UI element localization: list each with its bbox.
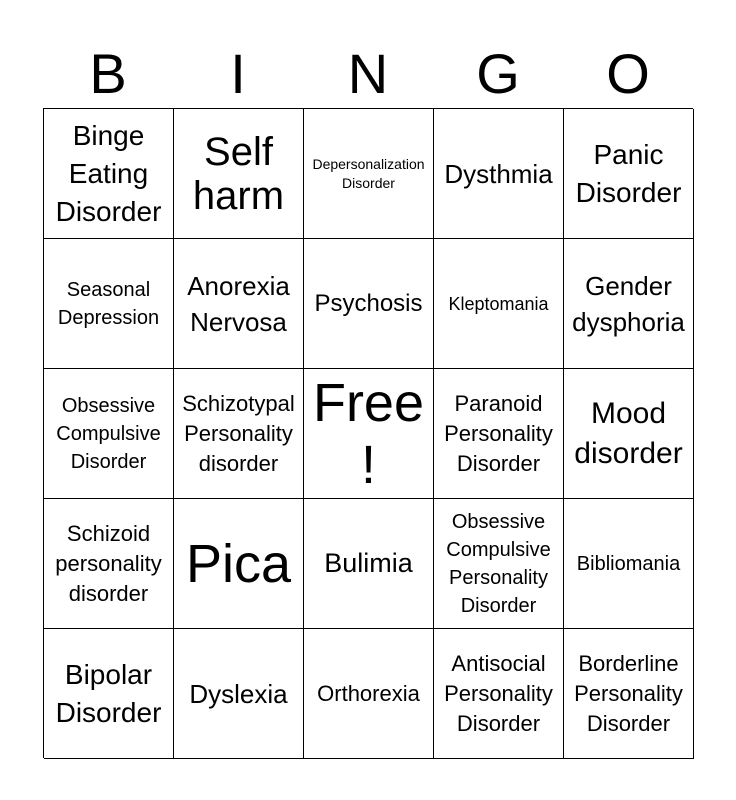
free-space-cell[interactable]: [304, 369, 434, 499]
cell-label: Psychosis: [314, 289, 423, 317]
bingo-grid: [43, 108, 693, 758]
cell-label: Schizoid personality disorder: [55, 520, 162, 606]
bingo-cell[interactable]: [174, 629, 304, 759]
bingo-cell[interactable]: [44, 629, 174, 759]
bingo-cell[interactable]: [44, 499, 174, 629]
bingo-cell[interactable]: [44, 109, 174, 239]
cell-label: Dysthmia: [444, 158, 553, 189]
cell-label: Mood disorder: [574, 396, 683, 470]
bingo-cell[interactable]: [174, 499, 304, 629]
header-letter-g: G: [476, 42, 520, 105]
cell-label: Gender dysphoria: [572, 270, 685, 337]
cell-label: Bibliomania: [576, 552, 681, 575]
cell-label: Panic Disorder: [575, 138, 682, 208]
cell-label: Pica: [185, 533, 292, 594]
header-letter-n: N: [347, 42, 389, 105]
cell-label: Obsessive Compulsive Disorder: [56, 394, 161, 473]
bingo-cell[interactable]: [44, 239, 174, 369]
bingo-cell[interactable]: [304, 629, 434, 759]
cell-label: Obsessive Compulsive Personality Disorder: [446, 510, 551, 617]
cell-label: Bulimia: [324, 548, 413, 578]
bingo-cell[interactable]: [564, 369, 694, 499]
cell-label: Anorexia Nervosa: [187, 270, 290, 337]
cell-label: Dyslexia: [189, 678, 288, 709]
bingo-cell[interactable]: [564, 239, 694, 369]
bingo-cell[interactable]: [44, 369, 174, 499]
bingo-cell[interactable]: [174, 369, 304, 499]
bingo-cell[interactable]: [304, 239, 434, 369]
cell-label: Kleptomania: [448, 293, 549, 314]
bingo-cell[interactable]: [434, 109, 564, 239]
cell-label: Orthorexia: [317, 680, 420, 706]
bingo-cell[interactable]: [174, 239, 304, 369]
bingo-cell[interactable]: [434, 369, 564, 499]
cell-label: Seasonal Depression: [57, 278, 160, 329]
bingo-cell[interactable]: [564, 109, 694, 239]
bingo-cell[interactable]: [564, 629, 694, 759]
bingo-header: [43, 40, 693, 108]
bingo-cell[interactable]: [564, 499, 694, 629]
bingo-cell[interactable]: [434, 239, 564, 369]
cell-label: Paranoid Personality Disorder: [444, 390, 553, 476]
cell-label: Bipolar Disorder: [55, 658, 162, 728]
header-letter-b: B: [89, 42, 127, 105]
cell-label: Self harm: [192, 129, 285, 218]
bingo-cell[interactable]: [434, 499, 564, 629]
cell-label: Schizotypal Personality disorder: [182, 390, 295, 476]
header-letter-o: O: [606, 42, 650, 105]
bingo-cell[interactable]: [174, 109, 304, 239]
header-letter-i: I: [230, 42, 246, 105]
cell-label: Binge Eating Disorder: [55, 119, 162, 227]
cell-label: Borderline Personality Disorder: [574, 650, 683, 736]
bingo-cell[interactable]: [304, 499, 434, 629]
cell-label: Depersonalization Disorder: [312, 155, 425, 191]
free-space-label: Free!: [312, 372, 425, 495]
bingo-cell[interactable]: [304, 109, 434, 239]
cell-label: Antisocial Personality Disorder: [444, 650, 553, 736]
bingo-cell[interactable]: [434, 629, 564, 759]
